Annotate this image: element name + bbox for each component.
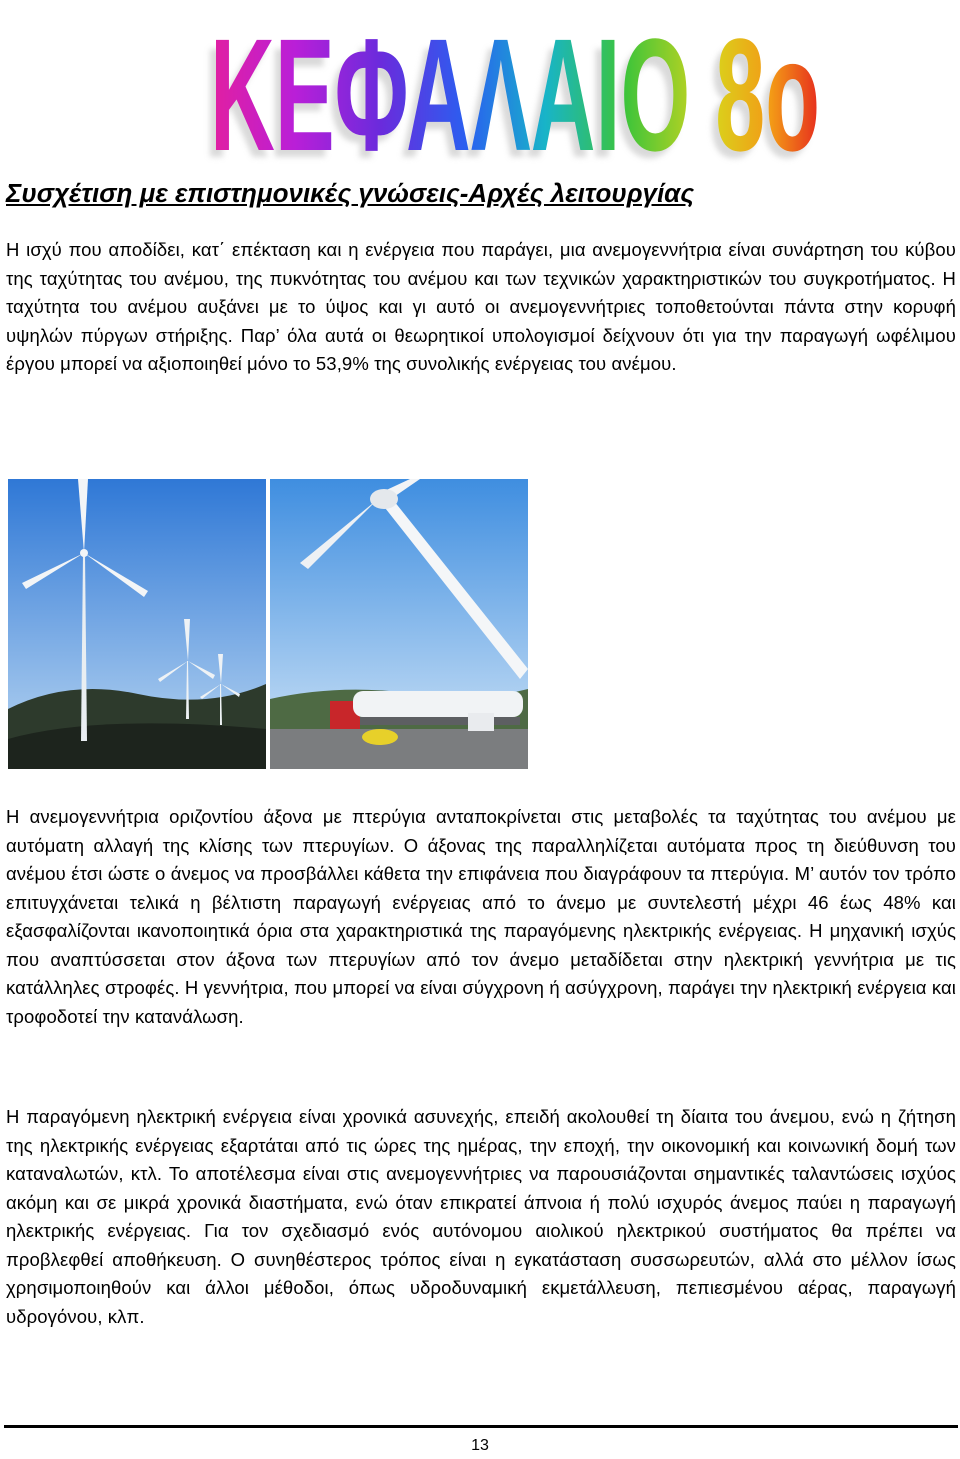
wind-farm-photo: [8, 479, 266, 769]
chapter-title-wordart: [190, 0, 840, 165]
section-heading: Συσχέτιση με επιστημονικές γνώσεις-Αρχές λειτουργίας: [6, 178, 695, 208]
body-paragraph: Η ισχύ που αποδίδει, κατ΄ επέκταση και η ενέργεια που παράγει, μια ανεμογεννήτρια είναι συνάρτηση του κύβου της ταχύτητας του ανέμου, της πυκνότητας του ανέμου και των τεχνικών χαρακτηριστικών του συγκροτήματος. Η ταχύτητα του ανέμου αυξάνει με το ύψος και γι αυτό οι ανεμογεννήτριες τοποθετούνται πάντα στην κορυφή υψηλών πύργων στήριξης. Παρ’ όλα αυτά οι θεωρητικοί υπολογισμοί δείχνουν ότι για την παραγωγή ωφέλιμου έργου μπορεί να αξιοποιηθεί μόνο το 53,9% της συνολικής ενέργειας του ανέμου.: [6, 239, 956, 374]
chapter-title-shadow: ΚΕΦΑΛΑΙΟ 8ο: [204, 15, 814, 165]
turbine-transport-photo: [270, 479, 528, 769]
footer-divider: [4, 1425, 958, 1428]
wind-turbine-photos: [8, 479, 528, 769]
chapter-title: ΚΕΦΑΛΑΙΟ 8ο: [210, 5, 820, 165]
body-paragraph: Η ανεμογεννήτρια οριζοντίου άξονα με πτερύγια ανταποκρίνεται στις μεταβολές τα ταχύτητας του ανέμου με αυτόματη αλλαγή της κλίσης των πτερυγίων. Ο άξονας της παραλληλίζεται αυτόματα προς τη διεύθυνση του ανέμου έτσι ώστε ο άνεμος να προσβάλλει κάθετα την επιφάνεια που διαγράφουν τα πτερύγια. Μ’ αυτόν τον τρόπο επιτυγχάνεται τελικά η βέλτιστη παραγωγή ενέργειας από το άνεμο με συντελεστή μέχρι 46 έως 48% και εξασφαλίζονται ικανοποιητικά όρια στα χαρακτηριστικά της παραγόμενης ηλεκτρικής ενέργειας. Η μηχανική ισχύς που αναπτύσσεται στον άξονα των πτερυγίων από τον άνεμο μεταδίδεται στην ηλεκτρική γεννήτρια με τις κατάλληλες στροφές. Η γεννήτρια, που μπορεί να είναι σύγχρονη ή ασύγχρονη, παράγει την ηλεκτρική ενέργεια και τροφοδοτεί την κατανάλωση.: [6, 806, 956, 1027]
page-number: 13: [471, 1437, 489, 1454]
body-paragraph: Η παραγόμενη ηλεκτρική ενέργεια είναι χρονικά ασυνεχής, επειδή ακολουθεί τη δίαιτα του άνεμου, ενώ η ζήτηση της ηλεκτρικής ενέργειας εξαρτάται από τις ώρες της ημέρας, την εποχή, την οικονομική και κοινωνική δομή των καταναλωτών, κτλ. Το αποτέλεσμα είναι στις ανεμογεννήτριες να παρουσιάζονται σημαντικές ταλαντώσεις ισχύος ακόμη και σε μικρά χρονικά διαστήματα, ενώ όταν επικρατεί άπνοια ή πολύ ισχυρός άνεμος παύει η παραγωγή ηλεκτρικής ενέργειας. Για τον σχεδιασμό ενός αυτόνομου αιολικού ηλεκτρικού συστήματος θα πρέπει να προβλεφθεί αποθήκευση. Ο συνηθέστερος τρόπος είναι η εγκατάσταση συσσωρευτών, αλλά στο μέλλον ίσως χρησιμοποιηθούν και άλλοι μέθοδοι, όπως υδροδυναμική εκμετάλλευση, πεπιεσμένου αέρας, παραγωγή υδρογόνου, κλπ.: [6, 1106, 956, 1327]
